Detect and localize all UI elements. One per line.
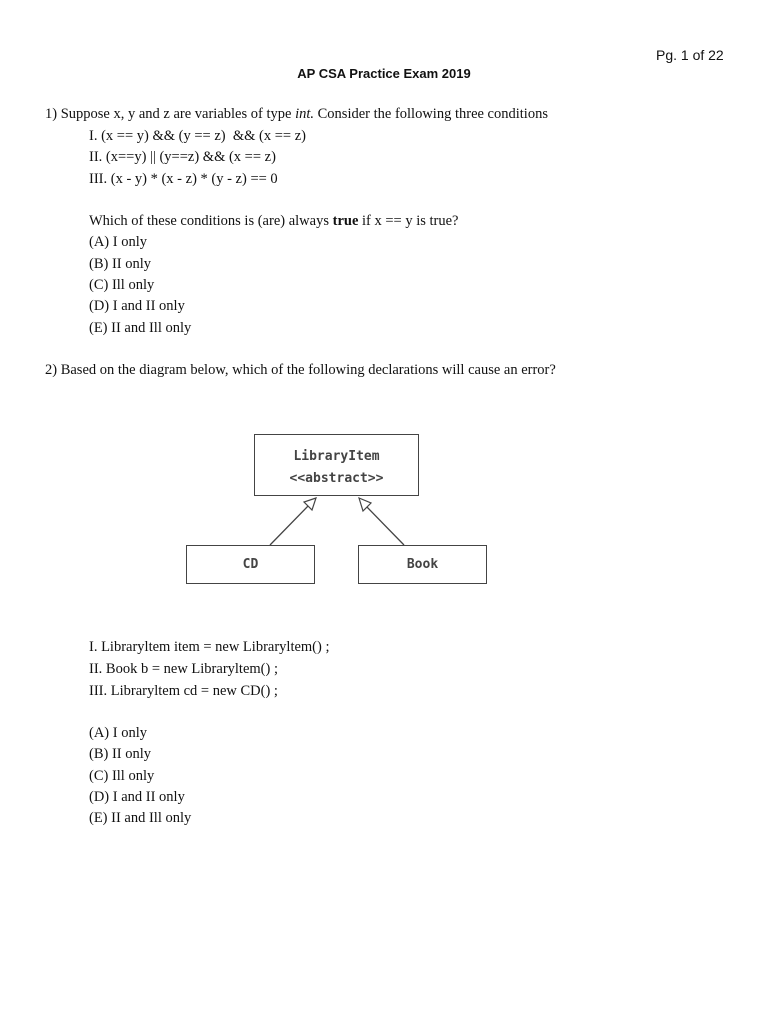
- cd-inheritance-line: [270, 504, 310, 545]
- q1-question: [89, 213, 459, 230]
- question-2-stem: 2) Based on the diagram below, which of the following declarations will cause an error?: [45, 362, 556, 378]
- book-class-name: Book: [406, 557, 439, 572]
- q1-question-before: Which of these conditions is (are) always: [89, 213, 333, 229]
- page-number: Pg. 1 of 22: [656, 47, 724, 63]
- q2-declaration-3: III. Libraryltem cd = new CD() ;: [89, 683, 278, 699]
- q1-stem-before: 1) Suppose x, y and z are variables of type: [45, 106, 296, 122]
- q1-option-e[interactable]: (E) II and Ill only: [89, 320, 192, 336]
- q1-condition-2: II. (x==y) || (y==z) && (x == z): [89, 149, 276, 165]
- q1-option-b[interactable]: (B) II only: [89, 256, 152, 272]
- question-1-stem: [45, 106, 548, 123]
- cd-class-box: [186, 545, 315, 584]
- libraryitem-class-name: LibraryItem: [293, 449, 380, 464]
- cd-class-name: CD: [242, 557, 259, 572]
- q1-option-d[interactable]: (D) I and II only: [89, 298, 185, 314]
- q1-stem-after: Consider the following three conditions: [314, 106, 548, 122]
- exam-title: AP CSA Practice Exam 2019: [297, 66, 471, 81]
- libraryitem-class-box: [254, 434, 419, 496]
- q2-option-d[interactable]: (D) I and II only: [89, 789, 185, 805]
- book-inheritance-line: [365, 505, 404, 545]
- q1-stem-type: int.: [295, 106, 314, 122]
- q2-option-c[interactable]: (C) Ill only: [89, 768, 155, 784]
- q2-option-a[interactable]: (A) I only: [89, 725, 147, 741]
- q2-declaration-1: I. Libraryltem item = new Libraryltem() ;: [89, 639, 330, 655]
- q1-option-a[interactable]: (A) I only: [89, 234, 147, 250]
- q1-condition-3: III. (x - y) * (x - z) * (y - z) == 0: [89, 171, 278, 187]
- class-diagram: [180, 425, 500, 595]
- q2-option-e[interactable]: (E) II and Ill only: [89, 810, 192, 826]
- q1-condition-1: I. (x == y) && (y == z) && (x == z): [89, 128, 306, 144]
- q2-option-b[interactable]: (B) II only: [89, 746, 152, 762]
- q2-declaration-2: II. Book b = new Libraryltem() ;: [89, 661, 278, 677]
- book-class-box: [358, 545, 487, 584]
- q1-question-bold: true: [332, 213, 359, 229]
- q1-question-after: if x == y is true?: [358, 213, 459, 229]
- libraryitem-stereotype: <<abstract>>: [289, 471, 384, 486]
- q1-option-c[interactable]: (C) Ill only: [89, 277, 155, 293]
